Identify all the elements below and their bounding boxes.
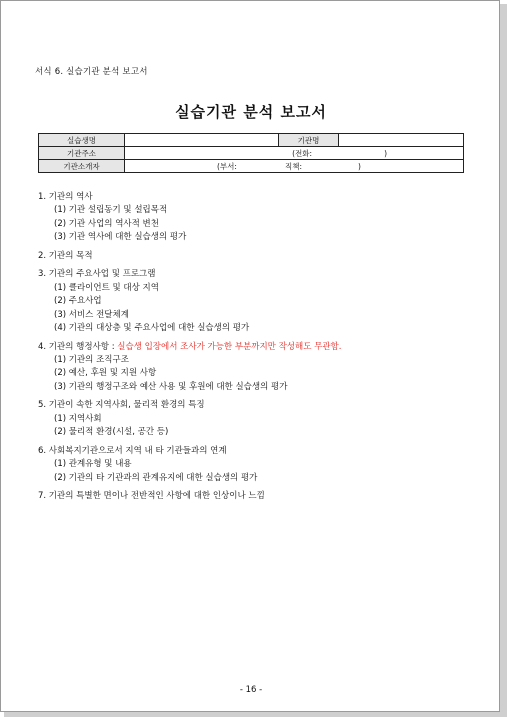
section-title: 6. 사회복지기관으로서 지역 내 타 기관들과의 연계: [38, 445, 227, 456]
institution-name-field[interactable]: [339, 134, 464, 147]
phone-close: ): [384, 148, 387, 158]
student-name-label: 실습생명: [39, 134, 125, 147]
section-item: (4) 기관의 대상층 및 주요사업에 대한 실습생의 평가: [54, 323, 250, 334]
outline-section: [38, 268, 478, 335]
info-row-address: [39, 147, 464, 160]
section-item: (2) 기관 사업의 역사적 변천: [54, 218, 159, 229]
section-note: 실습생 입장에서 조사가 가능한 부분까지만 작성해도 무관함.: [117, 341, 342, 352]
report-outline: [38, 191, 478, 504]
phone-label: (전화:: [292, 148, 313, 158]
section-item: (1) 기관의 조직구조: [54, 355, 129, 366]
section-item: (1) 관계유형 및 내용: [54, 459, 132, 470]
outline-section: [38, 490, 478, 503]
address-label: 기관주소: [39, 147, 125, 160]
section-title: 2. 기관의 목적: [38, 250, 93, 261]
section-item: (3) 기관 역사에 대한 실습생의 평가: [54, 232, 187, 243]
section-item: (2) 주요사업: [54, 296, 102, 307]
section-item: (2) 예산, 후원 및 지원 사항: [54, 368, 157, 379]
section-item: (3) 서비스 전달체계: [54, 309, 129, 320]
institution-name-label: 기관명: [279, 134, 339, 147]
info-row-names: [39, 134, 464, 147]
section-title: 4. 기관의 행정사항 : 실습생 입장에서 조사가 가능한 부분까지만 작성해도 무관함.: [38, 341, 342, 352]
form-label: 서식 6. 실습기관 분석 보고서: [35, 67, 148, 77]
section-title: 5. 기관이 속한 지역사회, 물리적 환경의 특징: [38, 400, 205, 411]
section-item: (3) 기관의 행정구조와 예산 사용 및 후원에 대한 실습생의 평가: [54, 381, 288, 392]
page-title: 실습기관 분석 보고서: [175, 103, 327, 121]
page-shadow-bottom: [4, 712, 507, 717]
dept-label: (부서:: [217, 161, 237, 171]
dept-close: ): [357, 161, 361, 171]
outline-section: [38, 341, 478, 395]
section-item: (1) 기관 설립동기 및 설립목적: [54, 205, 168, 216]
outline-section: [38, 250, 478, 263]
section-item: (1) 클라이언트 및 대상 지역: [54, 282, 159, 293]
outline-section: [38, 191, 478, 245]
section-title: 7. 기관의 특별한 면이나 전반적인 사항에 대한 인상이나 느낌: [38, 491, 265, 502]
outline-section: [38, 445, 478, 485]
address-field[interactable]: [125, 147, 464, 160]
position-label: 직책:: [284, 161, 302, 171]
outline-section: [38, 399, 478, 439]
section-item: (1) 지역사회: [54, 413, 102, 424]
page-shadow-right: [500, 4, 507, 717]
info-row-supervisor: [39, 160, 464, 173]
info-table: [38, 133, 464, 173]
section-title: 3. 기관의 주요사업 및 프로그램: [38, 269, 156, 280]
page-number: - 16 -: [239, 685, 263, 695]
supervisor-label: 기관소개자: [39, 160, 125, 173]
section-item: (2) 기관의 타 기관과의 관계유지에 대한 실습생의 평가: [54, 472, 258, 483]
student-name-field[interactable]: [125, 134, 279, 147]
section-title: 1. 기관의 역사: [38, 192, 93, 202]
supervisor-field[interactable]: [125, 160, 464, 173]
section-item: (2) 물리적 환경(시설, 공간 등): [54, 427, 169, 438]
